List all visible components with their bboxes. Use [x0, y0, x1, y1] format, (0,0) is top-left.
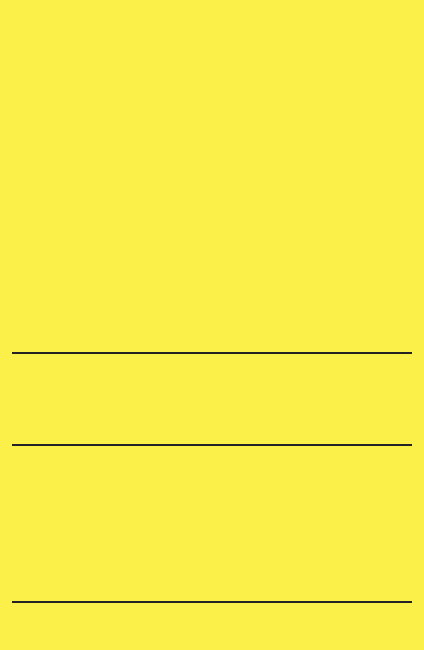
section-divider-bottom: [12, 601, 412, 603]
section-divider-middle: [12, 444, 412, 446]
section-divider-top: [12, 352, 412, 354]
